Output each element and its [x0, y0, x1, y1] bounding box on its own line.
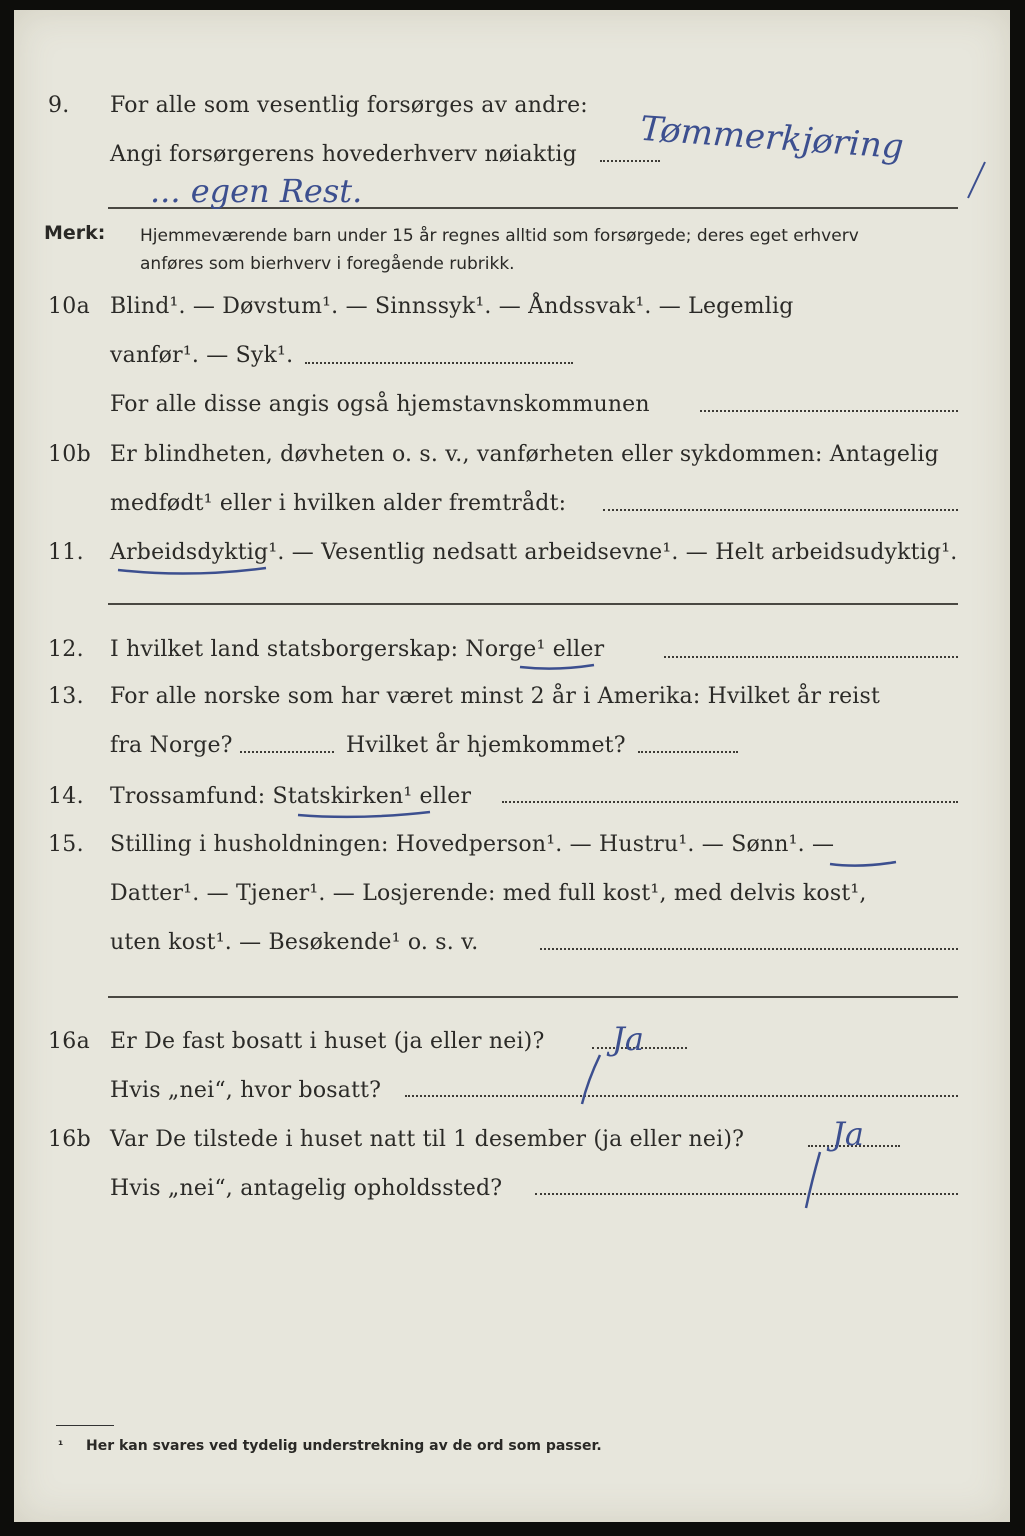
- q10b-line1: Er blindheten, døvheten o. s. v., vanførheten eller sykdommen: Antagelig: [110, 442, 939, 467]
- q11-line1: Arbeidsdyktig¹. — Vesentlig nedsatt arbeidsevne¹. — Helt arbeidsudyktig¹.: [110, 540, 958, 565]
- q11-number: 11.: [48, 540, 84, 565]
- q15-line1: Stilling i husholdningen: Hovedperson¹. — Hustru¹. — Sønn¹. —: [110, 832, 835, 857]
- q10a-line1: Blind¹. — Døvstum¹. — Sinnssyk¹. — Åndssvak¹. — Legemlig: [110, 294, 794, 319]
- q9-answer-handwriting-1: Tømmerkjøring: [638, 108, 905, 168]
- merk-line2: anføres som bierhverv i foregående rubrikk.: [140, 254, 515, 274]
- q15-line3: uten kost¹. — Besøkende¹ o. s. v.: [110, 930, 479, 955]
- q16b-line1: Var De tilstede i huset natt til 1 desember (ja eller nei)?: [110, 1127, 745, 1152]
- q16a-number: 16a: [48, 1029, 91, 1054]
- q10b-number: 10b: [48, 442, 91, 467]
- q13-line2b: Hvilket år hjemkommet?: [346, 733, 626, 758]
- q13-line1: For alle norske som har været minst 2 år i Amerika: Hvilket år reist: [110, 684, 881, 709]
- q10a-line3: For alle disse angis også hjemstavnskommunen: [110, 392, 650, 417]
- q16b-answer-handwriting: Ja: [832, 1115, 864, 1153]
- q9-line1: For alle som vesentlig forsørges av andre:: [110, 93, 588, 118]
- q16a-answer-handwriting: Ja: [612, 1020, 644, 1058]
- merk-line1: Hjemmeværende barn under 15 år regnes alltid som forsørgede; deres eget erhverv: [140, 226, 859, 246]
- q16b-line2: Hvis „nei“, antagelig opholdssted?: [110, 1176, 503, 1201]
- q16a-line2: Hvis „nei“, hvor bosatt?: [110, 1078, 382, 1103]
- q10a-line2: vanfør¹. — Syk¹.: [110, 343, 294, 368]
- q14-number: 14.: [48, 784, 84, 809]
- q10b-line2: medfødt¹ eller i hvilken alder fremtrådt:: [110, 491, 567, 516]
- q10a-number: 10a: [48, 294, 91, 319]
- q12-line1: I hvilket land statsborgerskap: Norge¹ eller: [110, 637, 605, 662]
- q13-number: 13.: [48, 684, 84, 709]
- q13-line2a: fra Norge?: [110, 733, 233, 758]
- q9-line2: Angi forsørgerens hovederhverv nøiaktig: [110, 142, 577, 167]
- q15-number: 15.: [48, 832, 84, 857]
- q9-answer-handwriting-2: ... egen Rest.: [150, 172, 363, 210]
- q12-number: 12.: [48, 637, 84, 662]
- q15-line2: Datter¹. — Tjener¹. — Losjerende: med full kost¹, med delvis kost¹,: [110, 881, 867, 906]
- footnote-mark: ¹: [58, 1438, 64, 1452]
- footnote-text: Her kan svares ved tydelig understrekning av de ord som passer.: [86, 1438, 602, 1454]
- q16a-line1: Er De fast bosatt i huset (ja eller nei)?: [110, 1029, 545, 1054]
- merk-label: Merk:: [44, 222, 106, 244]
- q16b-number: 16b: [48, 1127, 91, 1152]
- q9-number: 9.: [48, 93, 70, 118]
- q14-line1: Trossamfund: Statskirken¹ eller: [110, 784, 472, 809]
